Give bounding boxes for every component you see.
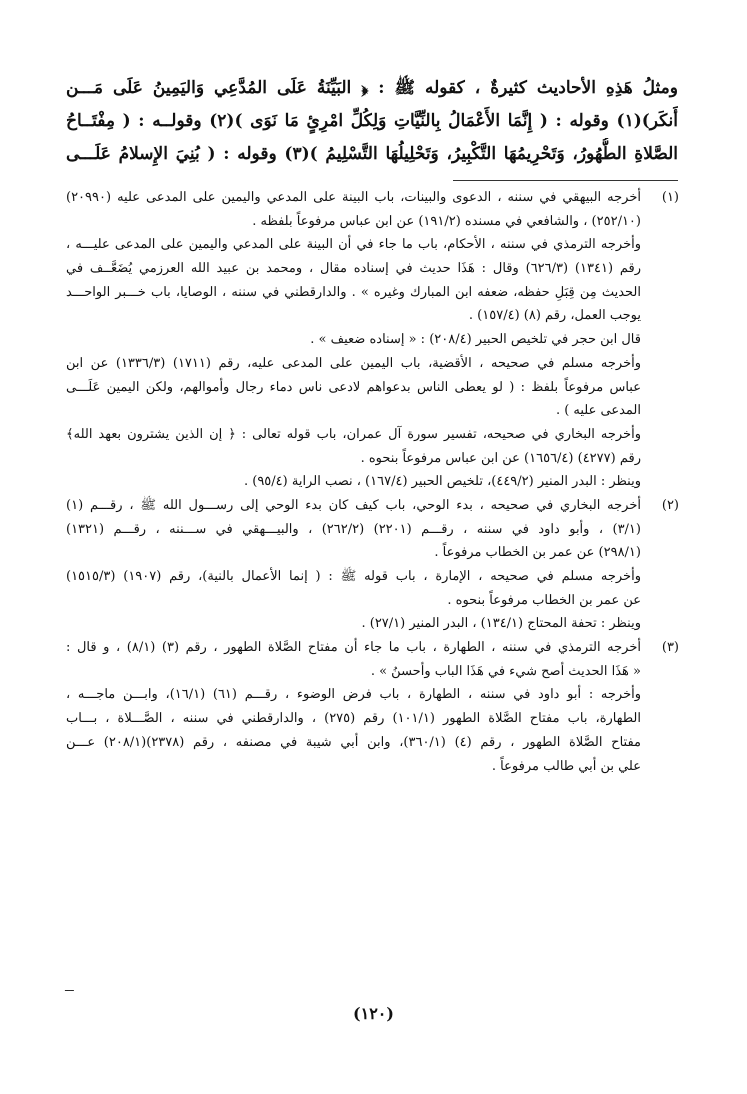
footnote-line	[66, 257, 679, 281]
footnote-text: وينظر : البدر المنير (٤٤٩/٢)، تلخيص الحبير (١٦٧/٤) ، نصب الراية (٩٥/٤) .	[243, 474, 641, 490]
footnote-line	[66, 565, 679, 589]
footnote-text: مفتاح الصَّلاة الطهور ، رقم (٤) (٣٦٠/١)، وابن أبي شيبة في مصنفه ، رقم (٢٣٧٨)(٢٠٨/١) عـــن	[66, 734, 641, 750]
footnote-text: رقم (١٣٤١) (٦٢٦/٣) وقال : هَذَا حديث في إسناده مقال ، ومحمد بن عبيد الله العرزمي يُضَعَّــف في	[66, 261, 641, 277]
footnote-separator	[453, 180, 678, 181]
page-number: (١٢٠)	[353, 1004, 394, 1023]
footnote-text: عن عمر بن الخطاب مرفوعاً بنحوه .	[447, 592, 641, 608]
footer-mark: ـــ	[65, 983, 74, 994]
footnote-number: (٣)	[661, 640, 679, 656]
main-text	[66, 72, 678, 171]
footnote-text: أخرجه الترمذي في سننه ، الطهارة ، باب ما جاء أن مفتاح الصَّلاة الطهور ، رقم (٣) (٨/١) ، و قال :	[66, 640, 641, 656]
footnote-text: وأخرجه الترمذي في سننه ، الأحكام، باب ما جاء في أن البينة على المدعي واليمين على المدعى عليـــه ،	[66, 237, 641, 253]
footnote-line	[66, 281, 679, 305]
main-text-line: أَنكَر)(١) وقوله : ( إِنَّمَا الأَعْمَالُ بِالنِّيَّاتِ وَلِكُلِّ امْرِئٍ مَا نَوَى )(٢) وقولــه : ( مِفْتَــاحُ	[66, 111, 678, 131]
footnote-text: (٢٩٨/١) عن عمر بن الخطاب مرفوعاً .	[434, 545, 641, 561]
footnote-line	[66, 186, 679, 210]
footnote-text: أخرجه البيهقي في سننه ، الدعوى والبينات، باب البينة على المدعي واليمين على المدعى عليه (٢٠٩٩٠)	[66, 190, 641, 205]
footnote-text: وأخرجه : أبو داود في سننه ، الطهارة ، باب فرض الوضوء ، رقـــم (٦١) (١٦/١)، وابـــن ماجـــه ،	[66, 687, 642, 703]
footnote-number: (٢)	[661, 497, 679, 513]
footnote-text: وينظر : تحفة المحتاج (١٣٤/١) ، البدر المنير (٢٧/١) .	[361, 616, 641, 632]
footnote-line	[66, 755, 679, 779]
footnote-text: المدعى عليه ) .	[555, 403, 641, 419]
footnote-line	[66, 423, 679, 447]
footnote-text: (٣/١) ، وأبو داود في سننه ، رقـــم (٢٢٠١) (٢٦٢/٢) ، والبيـــهقي في ســـننه ، رقـــم (١٣٢١)	[66, 521, 641, 537]
footnote-line	[66, 447, 679, 471]
footnote-line	[66, 541, 679, 565]
main-text-line: ومثلُ هَذِهِ الأحاديث كثيرةٌ ، كقوله ﷺ : ﴿ البَيِّنَةُ عَلَى المُدَّعِي وَاليَمِينُ عَلَى مَـــن	[66, 78, 678, 98]
footnote-line	[66, 233, 679, 257]
footnote-text: وأخرجه مسلم في صحيحه ، الإمارة ، باب قوله ﷺ : ( إنما الأعمال بالنية)، رقم (١٩٠٧) (١٥١٥/٣)	[66, 569, 641, 584]
footnote-line	[66, 494, 679, 518]
footnote-text: أخرجه البخاري في صحيحه ، بدء الوحي، باب كيف كان بدء الوحي إلى رســـول الله ﷺ ، رقـــم (١)	[66, 497, 641, 513]
footnote-text: (٢٥٢/١٠) ، والشافعي في مسنده (١٩١/٢) عن ابن عباس مرفوعاً بلفظه .	[252, 213, 641, 229]
footnote-line	[66, 518, 679, 542]
footnote-line	[66, 470, 679, 494]
footnote-text: علي بن أبي طالب مرفوعاً .	[491, 758, 641, 774]
footnote-line	[66, 328, 679, 352]
footnote-text: « هَذَا الحديث أصح شيء في هَذَا الباب وأحسنُ » .	[370, 663, 641, 679]
footnote-line	[66, 660, 679, 684]
footnote-line	[66, 683, 679, 707]
footnote-line	[66, 304, 679, 328]
footnote-text: الطهارة، باب مفتاح الصَّلاة الطهور (١٠١/١) رقم (٢٧٥) ، والدارقطني في سننه ، الصَّـــلاة ، بـــاب	[66, 711, 641, 727]
footnote-line	[66, 612, 679, 636]
footnote-line	[66, 636, 679, 660]
footnote-line	[66, 399, 679, 423]
footnote-text: وأخرجه مسلم في صحيحه ، الأقضية، باب اليمين على المدعى عليه، رقم (١٧١١) (١٣٣٦/٣) عن ابن	[66, 355, 641, 371]
main-text-line: الصَّلاةِ الطُّهُورُ، وَتَحْرِيمُهَا التَّكْبِيرُ، وَتَحْلِيلُهَا التَّسْلِيمُ )(٣) وقوله : ( بُنِيَ الإِسلامُ عَلَـــى	[66, 144, 678, 164]
footnotes	[66, 186, 679, 778]
footnote-text: يوجب العمل، رقم (٨) (١٥٧/٤) .	[468, 308, 641, 324]
footnote-text: قال ابن حجر في تلخيص الحبير (٢٠٨/٤) : « إسناده ضعيف » .	[310, 332, 641, 348]
footnote-number: (١)	[661, 190, 679, 205]
footnote-text: الحديث مِن قِبَلِ حفظه، ضعفه ابن المبارك وغيره » . والدارقطني في سننه ، الوصايا، باب خـــبر الواحـــد	[66, 284, 641, 300]
footnote-line	[66, 376, 679, 400]
footnote-line	[66, 352, 679, 376]
footnote-text: عباس مرفوعاً بلفظ : ( لو يعطى الناس بدعواهم لادعى ناس دماء رجال وأموالهم، ولكن اليمين عَلَـــى	[66, 379, 641, 395]
footnote-line	[66, 210, 679, 234]
footnote-text: وأخرجه البخاري في صحيحه، تفسير سورة آل عمران، باب قوله تعالى : ﴿ إن الذين يشترون بعهد الله﴾	[66, 426, 641, 442]
footnote-line	[66, 589, 679, 613]
footnote-line	[66, 731, 679, 755]
footnote-line	[66, 707, 679, 731]
footnote-text: رقم (٤٢٧٧) (١٦٥٦/٤) عن ابن عباس مرفوعاً بنحوه .	[360, 450, 641, 466]
